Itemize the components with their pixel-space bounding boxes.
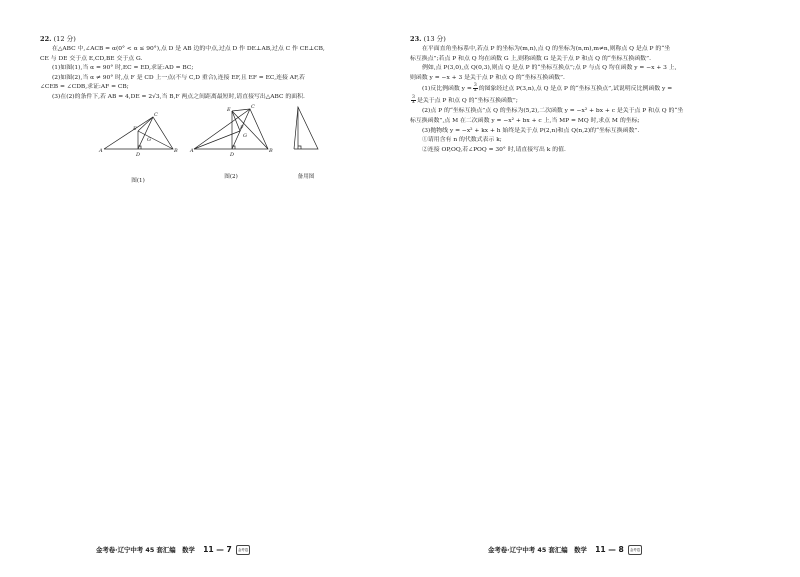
fig1-label-b: B: [174, 147, 178, 154]
q23-part2-cont: 标互换函数”,点 M 在二次函数 y = −x² + bx + c 上,当 MP = MQ 时,求点 M 的坐标;: [410, 117, 640, 124]
publisher-logo-icon: 金考卷: [236, 545, 250, 555]
q22-figures: [40, 103, 398, 187]
q23-part1-a: (1)反比例函数 y =: [422, 86, 472, 93]
q23-part1-c: 是关于点 P 和点 Q 的“坐标互换函数”;: [416, 98, 518, 105]
q23-part3: (3)抛物线 y = −x² + kx + h 始终是关于点 P(2,n)和点 Q(n,2)的“坐标互换函数”.: [422, 127, 640, 134]
fig1-label-c: C: [154, 111, 158, 118]
fig1-label-a: A: [99, 147, 103, 154]
q22-score: (12 分): [53, 35, 76, 43]
fraction-denominator: x: [473, 88, 477, 94]
fraction-3-over-x: [411, 96, 416, 107]
figure-backup: [286, 101, 326, 180]
q22-part1: (1)如图(1),当 α = 90° 时,EC = ED,求证:AD = BC;: [52, 65, 194, 72]
fig2-label-d: D: [230, 151, 235, 158]
footer-right-page: 11 — 8: [595, 545, 624, 554]
fig2-label-g: G: [243, 132, 247, 139]
fig1-label-d: D: [136, 151, 141, 158]
figure-2-diagram: [190, 101, 272, 175]
q22-line: 在△ABC 中,∠ACB = α(0° < α ≤ 90°),点 D 是 AB 边的中点,过点 D 作 DE⊥AB,过点 C 作 CE⊥CB,: [52, 46, 325, 52]
figure-backup-diagram: [286, 101, 326, 175]
q23-part2: (2)点 P 的“坐标互换点”点 Q 的坐标为(5,2),二次函数 y = −x² + bx + c 是关于点 P 和点 Q 的“坐: [422, 108, 684, 115]
question-23: [410, 34, 775, 155]
footer-right: [488, 545, 642, 555]
fraction-numerator: 3: [473, 82, 477, 88]
figure-1-diagram: [98, 107, 178, 175]
q23-score: (13 分): [423, 35, 446, 43]
q23-part3-sub1: ①请用含有 n 的代数式表示 k;: [422, 137, 502, 144]
q23-intro-line: 在平面直角坐标系中,若点 P 的坐标为(m,n),点 Q 的坐标为(n,m),m≠n,则称点 Q 是点 P 的“坐: [422, 46, 671, 52]
question-22: [40, 34, 398, 187]
figure-2: [190, 101, 272, 180]
fig2-label-f: F: [240, 124, 244, 131]
fraction-denominator: x: [412, 100, 415, 106]
q23-part1-b: 的图象经过点 P(3,n),点 Q 是点 P 的“坐标互换点”,试说明反比例函数 y =: [478, 86, 673, 93]
q22-part2-cont: ∠CEB = ∠CDB,求证:AF = CB;: [40, 84, 129, 91]
fig1-label-g: G: [147, 136, 151, 143]
fig2-label-e: E: [227, 106, 231, 113]
q22-number: 22.: [40, 35, 52, 43]
q23-header: [410, 34, 775, 44]
publisher-logo-icon: 金考卷: [628, 545, 642, 555]
q23-intro-line: 标互换点”;若点 P 和点 Q 均在函数 G 上,则称函数 G 是关于点 P 和点 Q 的“坐标互换函数”.: [410, 55, 651, 62]
q22-line: CE 与 DE 交于点 E,CD,BE 交于点 G.: [40, 55, 143, 62]
q23-intro-line: 例如,点 P(3,0),点 Q(0,3),则点 Q 是点 P 的“坐标互换点”;点 P 与点 Q 均在函数 y = −x + 3 上,: [422, 65, 677, 72]
fig2-label-b: B: [269, 147, 273, 154]
figure-2-caption: 图(2): [224, 173, 238, 180]
footer-left-page: 11 — 7: [203, 545, 232, 554]
figure-1: [98, 107, 178, 184]
footer-left: [96, 545, 250, 555]
footer-right-text: 金考卷·辽宁中考 45 套汇编 数学: [488, 546, 587, 554]
q22-header: [40, 34, 398, 44]
fig1-label-e: E: [133, 125, 137, 132]
figure-1-caption: 图(1): [131, 177, 145, 184]
q23-number: 23.: [410, 35, 422, 43]
fraction-numerator: 3: [412, 94, 415, 100]
footer-left-text: 金考卷·辽宁中考 45 套汇编 数学: [96, 546, 195, 554]
fig2-label-a: A: [190, 147, 194, 154]
figure-backup-caption: 备用图: [297, 173, 315, 180]
q23-part1-cont: [410, 95, 775, 107]
fig2-label-c: C: [251, 103, 255, 110]
q22-part3: (3)在(2)的条件下,若 AB = 4,DE = 2√3,当 B,F 两点之间距离最短时,请直接写出△ABC 的面积.: [52, 93, 305, 100]
q23-part3-sub2: ②连接 OP,OQ,若∠POQ = 30° 时,请直接写出 k 的值.: [422, 146, 566, 153]
fraction-3-over-x: [473, 84, 478, 95]
q23-part1: [410, 83, 775, 95]
q23-intro-line: 则函数 y = −x + 3 是关于点 P 和点 Q 的“坐标互换函数”.: [410, 74, 565, 81]
q22-part2: (2)如图(2),当 α ≠ 90° 时,点 F 是 CD 上一点(不与 C,D 重合),连接 EF,且 EF = EC,连接 AF,若: [52, 74, 305, 81]
